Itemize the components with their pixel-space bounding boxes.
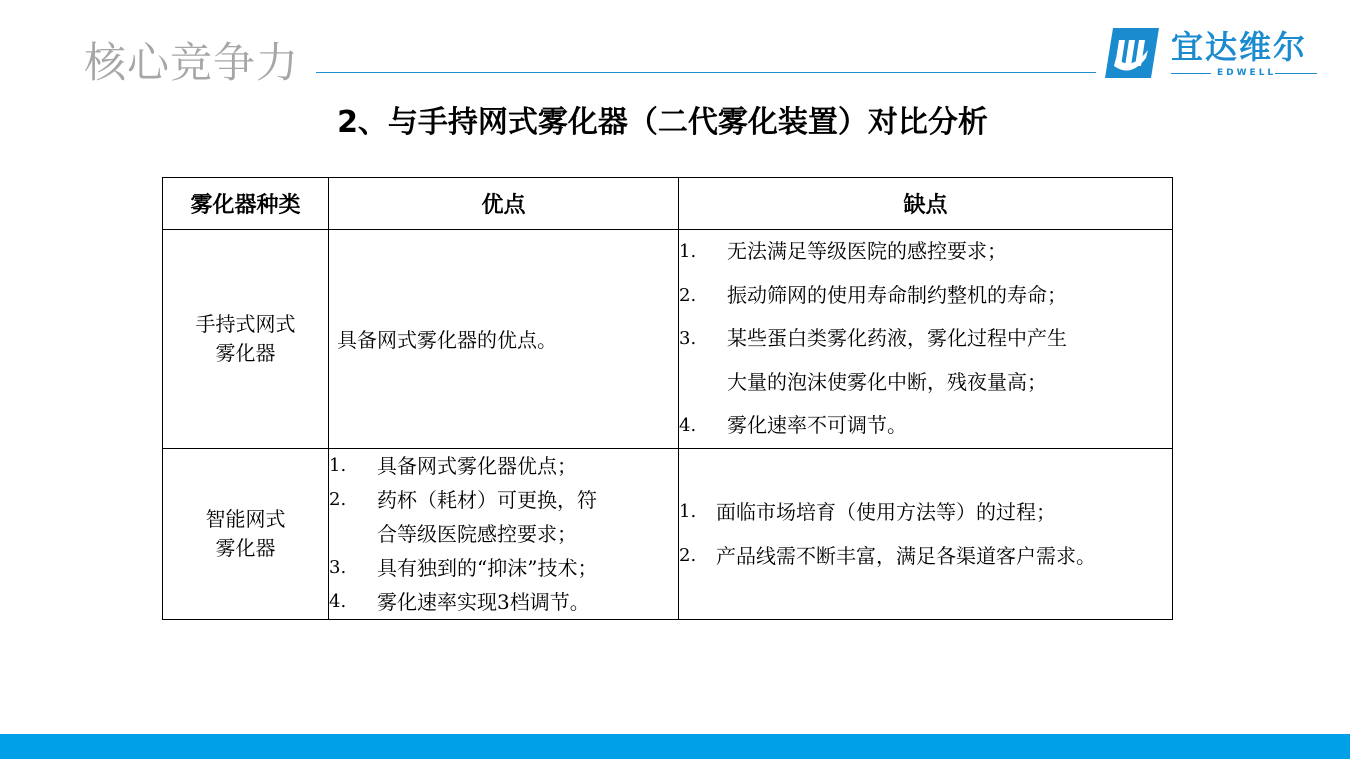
cons-cell-smart	[679, 448, 1173, 619]
list-number: 1.	[679, 241, 697, 262]
list-item	[679, 317, 1172, 404]
logo-mark-icon	[1105, 28, 1159, 78]
list-number: 4.	[679, 415, 697, 436]
cons-list	[679, 490, 1172, 578]
list-item	[329, 585, 678, 619]
list-number: 2.	[329, 488, 347, 510]
list-text: 某些蛋白类雾化药液，雾化过程中产生	[727, 326, 1067, 350]
list-text: 振动筛网的使用寿命制约整机的寿命；	[727, 282, 1067, 307]
header-cons: 缺点	[679, 178, 1173, 230]
list-number: 3.	[329, 556, 347, 578]
type-line: 手持式网式	[195, 311, 296, 336]
footer-accent-bar	[0, 734, 1350, 759]
header-pros: 优点	[329, 178, 679, 230]
list-number: 1.	[329, 454, 347, 476]
list-item	[679, 274, 1172, 318]
list-text: 雾化速率不可调节。	[727, 413, 907, 437]
list-number: 3.	[679, 328, 697, 349]
cons-list	[679, 230, 1172, 448]
list-item	[329, 449, 678, 483]
comparison-table	[162, 177, 1173, 620]
list-text: 大量的泡沫使雾化中断，残夜量高；	[727, 369, 1047, 394]
list-number: 1.	[679, 500, 697, 522]
table-header-row	[163, 178, 1173, 230]
list-text: 合等级医院感控要求；	[377, 521, 577, 546]
list-number: 2.	[679, 284, 697, 306]
page-title: 核心竞争力	[84, 38, 300, 87]
pros-cell-handheld: 具备网式雾化器的优点。	[329, 230, 679, 449]
company-logo	[1105, 27, 1320, 83]
list-text: 产品线需不断丰富，满足各渠道客户需求。	[716, 543, 1096, 568]
list-text: 雾化速率实现3档调节。	[377, 589, 590, 614]
list-text: 药杯（耗材）可更换，符	[377, 487, 597, 512]
list-item	[329, 483, 678, 551]
table-row	[163, 230, 1173, 449]
list-number: 2.	[679, 544, 697, 566]
slide-subtitle: 2、与手持网式雾化器（二代雾化装置）对比分析	[337, 105, 988, 140]
pros-cell-smart	[329, 448, 679, 619]
list-text: 面临市场培育（使用方法等）的过程；	[716, 499, 1056, 524]
table-row	[163, 448, 1173, 619]
list-item	[329, 551, 678, 585]
list-item	[679, 534, 1172, 578]
type-line: 雾化器	[215, 535, 276, 560]
logo-chinese-name: 宜达维尔	[1171, 28, 1308, 66]
logo-line-left	[1171, 73, 1211, 74]
pros-list	[329, 449, 678, 619]
list-text: 具有独到的“抑沫”技术；	[377, 555, 598, 580]
list-number: 4.	[329, 590, 347, 612]
logo-english-name: EDWELL	[1217, 68, 1277, 78]
type-cell-smart	[163, 448, 329, 619]
list-text: 无法满足等级医院的感控要求；	[727, 239, 1007, 263]
logo-english-row	[1171, 67, 1317, 79]
list-text: 具备网式雾化器优点；	[377, 453, 577, 478]
logo-line-right	[1275, 73, 1317, 74]
list-item	[679, 490, 1172, 534]
header-type: 雾化器种类	[163, 178, 329, 230]
type-cell-handheld	[163, 230, 329, 449]
header-divider	[316, 72, 1096, 73]
cons-cell-handheld	[679, 230, 1173, 449]
list-item	[679, 404, 1172, 448]
type-line: 雾化器	[215, 340, 276, 365]
type-line: 智能网式	[205, 506, 286, 531]
list-item	[679, 230, 1172, 274]
